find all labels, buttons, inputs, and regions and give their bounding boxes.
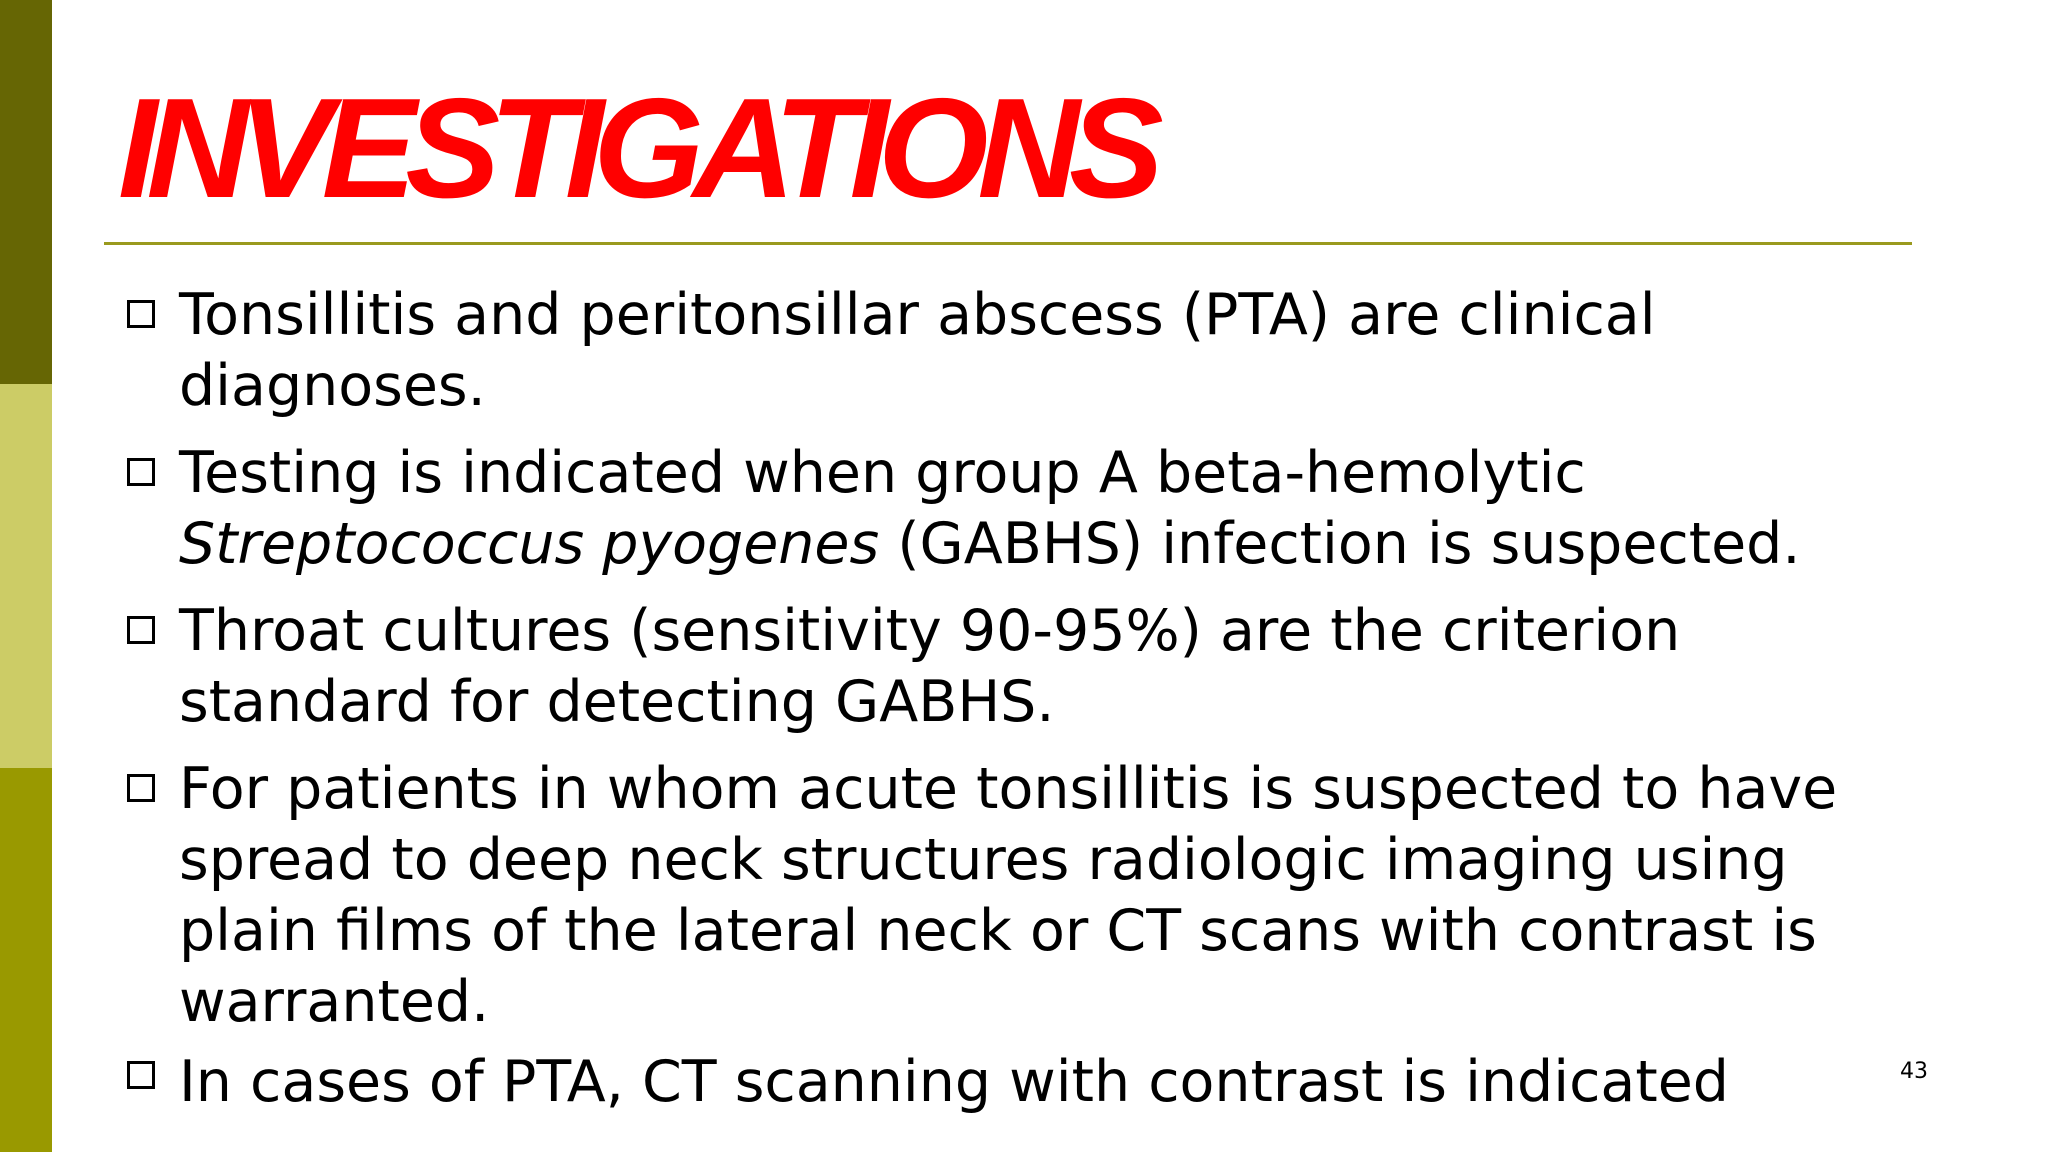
bullet-text: Tonsillitis and peritonsillar abscess (PTA) are clinical diagnoses. bbox=[179, 282, 1656, 419]
page-number: 43 bbox=[1900, 1059, 1928, 1084]
square-bullet-icon bbox=[127, 300, 155, 328]
slide-title: INVESTIGATIONS bbox=[118, 69, 1153, 228]
square-bullet-icon bbox=[127, 616, 155, 644]
bullet-text-start: Testing is indicated when group A beta-hemolytic bbox=[179, 440, 1586, 506]
sidebar-segment-light bbox=[0, 384, 52, 768]
title-divider bbox=[104, 242, 1912, 245]
bullet-text-end: (GABHS) infection is suspected. bbox=[879, 511, 1801, 577]
square-bullet-icon bbox=[127, 774, 155, 802]
sidebar-segment-mid bbox=[0, 768, 52, 1152]
bullet-text bbox=[179, 438, 1939, 580]
sidebar-segment-dark bbox=[0, 0, 52, 384]
bullet-text: Throat cultures (sensitivity 90-95%) are the criterion standard for detecting GABHS. bbox=[179, 598, 1681, 735]
square-bullet-icon bbox=[127, 458, 155, 486]
bullet-text-italic: Streptococcus pyogenes bbox=[179, 511, 880, 577]
bullet-text: For patients in whom acute tonsillitis is suspected to have spread to deep neck structures radiologic imaging using plain films of the lateral neck or CT scans with contrast is warranted. bbox=[179, 756, 1838, 1035]
bullet-text: In cases of PTA, CT scanning with contrast is indicated bbox=[179, 1049, 1729, 1115]
sidebar-accent bbox=[0, 0, 52, 1152]
square-bullet-icon bbox=[127, 1061, 155, 1089]
